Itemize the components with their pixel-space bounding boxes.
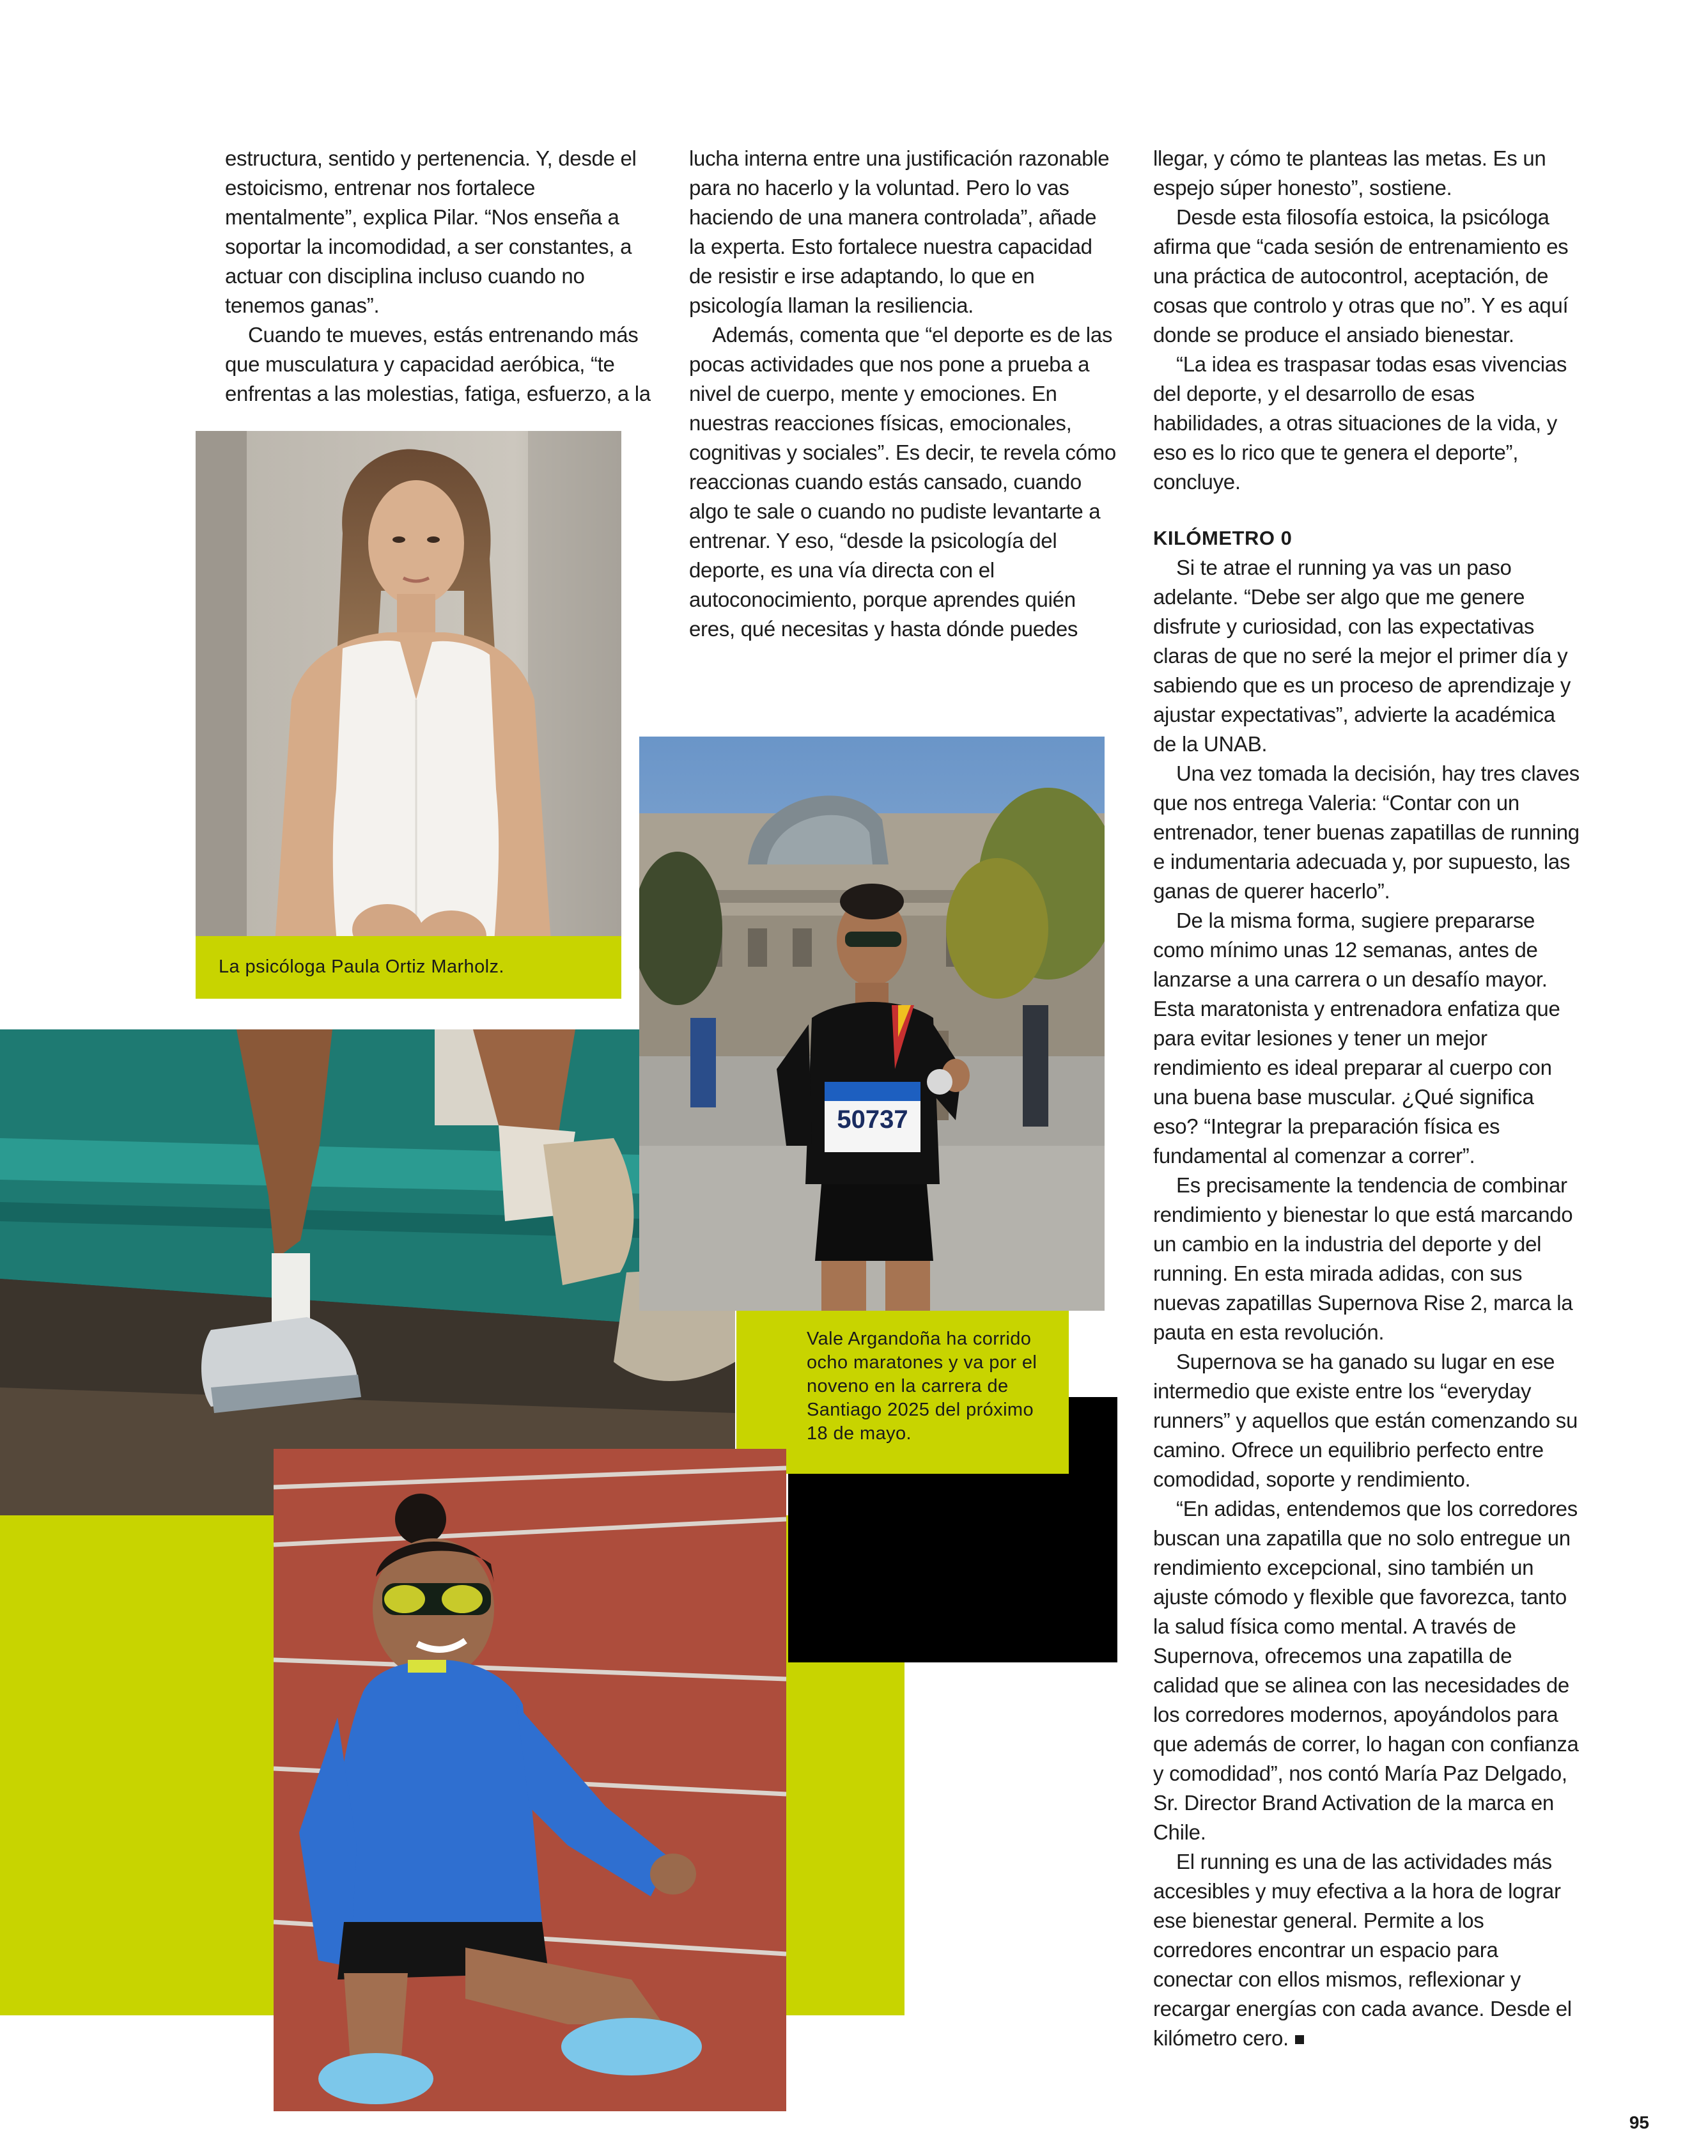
portrait-image	[196, 431, 621, 999]
column-left	[225, 144, 656, 409]
paragraph: Cuando te mueves, estás entrenando más que musculatura y capacidad aeróbica, “te enfrentas a las molestias, fatiga, esfuerzo, a la	[225, 323, 651, 405]
paragraph	[1153, 1847, 1583, 2053]
bib-number: 50737	[837, 1105, 908, 1134]
running-shoes-photo	[0, 1029, 735, 1515]
paragraph: llegar, y cómo te planteas las metas. Es un espejo súper honesto”, sostiene.	[1153, 146, 1546, 199]
paragraph: “La idea es traspasar todas esas vivencias del deporte, y el desarrollo de esas habilidades, a otras situaciones de la vida, y eso es lo rico que te genera el deporte”, concluye.	[1153, 352, 1567, 494]
page-number: 95	[1629, 2113, 1649, 2132]
column-right	[1153, 144, 1583, 2053]
paragraph: Si te atrae el running ya vas un paso adelante. “Debe ser algo que me genere disfrute y curiosidad, con las expectativas claras de que no seré la mejor el primer día y sabiendo que es un proceso de aprendizaje y ajustar expectativas”, advierte la académica de la UNAB.	[1153, 556, 1571, 756]
paragraph: De la misma forma, sugiere prepararse como mínimo unas 12 semanas, antes de lanzarse a una carrera o un desafío mayor. Esta maratonista y entrenadora enfatiza que para evitar lesiones y tener un mejor rendimiento es ideal preparar al cuerpo con una buena base muscular. ¿Qué significa eso? “Integrar la preparación física es fundamental al comenzar a correr”.	[1153, 909, 1560, 1168]
vale-caption: Vale Argandoña ha corrido ocho maratones y va por el noveno en la carrera de Santiago 2025 del próximo 18 de mayo.	[736, 1311, 1069, 1474]
paragraph: Además, comenta que “el deporte es de las pocas actividades que nos pone a prueba a nivel de cuerpo, mente y emociones. En nuestras reacciones físicas, emocionales, cognitivas y sociales”. Es decir, te revela cómo reaccionas cuando estás cansado, cuando algo te sale o cuando no pudiste levantarte a entrenar. Y eso, “desde la psicología del deporte, es una vía directa con el autoconocimiento, porque aprendes quién eres, qué necesitas y hasta dónde puedes	[689, 323, 1116, 641]
marathon-image	[639, 737, 1105, 1311]
paragraph: Es precisamente la tendencia de combinar rendimiento y bienestar lo que está marcando un cambio en la industria del deporte y del running. En esta mirada adidas, con sus nuevas zapatillas Supernova Rise 2, marca la pauta en esta revolución.	[1153, 1173, 1573, 1344]
paragraph: lucha interna entre una justificación razonable para no hacerlo y la voluntad. Pero lo vas haciendo de una manera controlada”, añade la experta. Esto fortalece nuestra capacidad de resistir e irse adaptando, lo que en psicología llaman la resiliencia.	[689, 146, 1110, 317]
column-middle	[689, 144, 1117, 644]
shoes-image	[0, 1029, 735, 1515]
paragraph: estructura, sentido y pertenencia. Y, desde el estoicismo, entrenar nos fortalece mentalmente”, explica Pilar. “Nos enseña a soportar la incomodidad, a ser constantes, a actuar con disciplina incluso cuando no tenemos ganas”.	[225, 146, 637, 317]
end-mark-icon	[1295, 2035, 1304, 2044]
vale-track-photo	[274, 1449, 786, 2111]
paula-portrait-photo	[196, 431, 621, 999]
paragraph: Una vez tomada la decisión, hay tres claves que nos entrega Valeria: “Contar con un entrenador, tener buenas zapatillas de running e indumentaria adecuada y, por supuesto, las ganas de querer hacerlo”.	[1153, 762, 1580, 903]
paragraph: “En adidas, entendemos que los corredores buscan una zapatilla que no solo entregue un rendimiento excepcional, sino también un ajuste cómodo y flexible que favorezca, tanto la salud física como mental. A través de Supernova, ofrecemos una zapatilla de calidad que se alinea con las necesidades de los corredores modernos, apoyándolos para que además de correr, lo hagan con confianza y comodidad”, nos contó María Paz Delgado, Sr. Director Brand Activation de la marca en Chile.	[1153, 1497, 1579, 1844]
paula-caption: La psicóloga Paula Ortiz Marholz.	[196, 936, 621, 999]
vale-marathon-photo	[639, 737, 1105, 1311]
paragraph: Desde esta filosofía estoica, la psicóloga afirma que “cada sesión de entrenamiento es una práctica de autocontrol, aceptación, de cosas que controlo y otras que no”. Y es aquí donde se produce el ansiado bienestar.	[1153, 205, 1569, 347]
closing-text: El running es una de las actividades más accesibles y muy efectiva a la hora de lograr ese bienestar general. Permite a los corredores encontrar un espacio para conectar con ellos mismos, reflexionar y recargar energías con cada avance. Desde el kilómetro cero.	[1153, 1850, 1572, 2050]
track-image	[274, 1449, 786, 2111]
section-heading: KILÓMETRO 0	[1153, 527, 1293, 549]
paragraph: Supernova se ha ganado su lugar en ese intermedio que existe entre los “everyday runners” y aquellos que están comenzando su camino. Ofrece un equilibrio perfecto entre comodidad, soporte y rendimiento.	[1153, 1350, 1578, 1491]
